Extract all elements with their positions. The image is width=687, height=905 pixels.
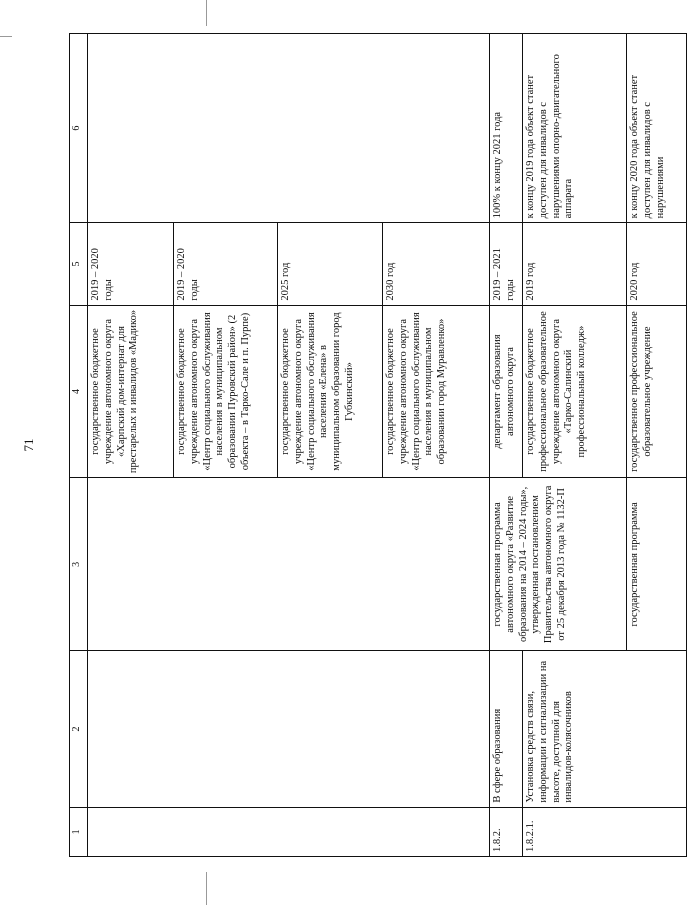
measure-name-cell: Установка средств связи, информации и сигнализации на высоте, доступной для инвалидов-колясочников (523, 651, 687, 807)
program-cell (88, 478, 490, 651)
result-cell: к концу 2020 года объект станет доступен для инвалидов с нарушениями (627, 34, 687, 223)
fold-mark (206, 872, 207, 905)
executor-cell: государственное профессиональное образовательное учреждение (627, 305, 687, 478)
fold-mark (0, 36, 12, 37)
item-number-cell: 1.8.2.1. (523, 807, 687, 856)
item-number-cell: 1.8.2. (490, 807, 523, 856)
program-cell: государственная программа (627, 478, 687, 651)
executor-cell: государственное бюджетное учреждение автономного округа «Центр социального обслуживания населения «Елена» в муниципальном образовании город Губкинский» (278, 305, 383, 478)
measures-table (69, 33, 687, 857)
deadline-cell: 2020 год (627, 223, 687, 305)
item-number-cell (88, 807, 490, 856)
column-header-5: 5 (70, 223, 88, 305)
table-row (523, 34, 627, 857)
deadline-cell: 2019 – 2020 годы (88, 223, 174, 305)
result-cell: 100% к концу 2021 года (490, 34, 523, 223)
executor-cell: государственное бюджетное учреждение автономного округа «Центр социального обслуживания населения в муниципальном образовании Пуровский район» (2 объекта – в Тарко-Сале и п. Пурпе) (174, 305, 278, 478)
measure-name-cell: В сфере образования (490, 651, 523, 807)
executor-cell: государственное бюджетное профессиональное образовательное учреждение автономного округа «Тарко-Салинский профессиональный колледж» (523, 305, 627, 478)
measure-name-cell (88, 651, 490, 807)
result-cell: к концу 2019 года объект станет доступен для инвалидов с нарушениями опорно-двигательного аппарата (523, 34, 627, 223)
table-header-row (70, 34, 88, 857)
column-header-2: 2 (70, 651, 88, 807)
page-number: 71 (21, 438, 36, 452)
executor-cell: департамент образования автономного округа (490, 305, 523, 478)
column-header-6: 6 (70, 34, 88, 223)
column-header-3: 3 (70, 478, 88, 651)
deadline-cell: 2025 год (278, 223, 383, 305)
table-row (490, 34, 523, 857)
column-header-4: 4 (70, 305, 88, 478)
deadline-cell: 2019 – 2020 годы (174, 223, 278, 305)
result-cell (88, 34, 490, 223)
table-row (88, 34, 174, 857)
rotated-page (21, 33, 666, 857)
deadline-cell: 2030 год (383, 223, 490, 305)
deadline-cell: 2019 – 2021 годы (490, 223, 523, 305)
deadline-cell: 2019 год (523, 223, 627, 305)
fold-mark (206, 0, 207, 26)
program-cell: государственная программа автономного округа «Развитие образования на 2014 – 2024 годы», утвержденная постановлением Правительства автономного округа от 25 декабря 2013 года № 1132-П (490, 478, 627, 651)
executor-cell: государственное бюджетное учреждение автономного округа «Харпский дом-интернат для престарелых и инвалидов «Мадико» (88, 305, 174, 478)
column-header-1: 1 (70, 807, 88, 856)
executor-cell: государственное бюджетное учреждение автономного округа «Центр социального обслуживания населения в муниципальном образовании город Муравленко» (383, 305, 490, 478)
